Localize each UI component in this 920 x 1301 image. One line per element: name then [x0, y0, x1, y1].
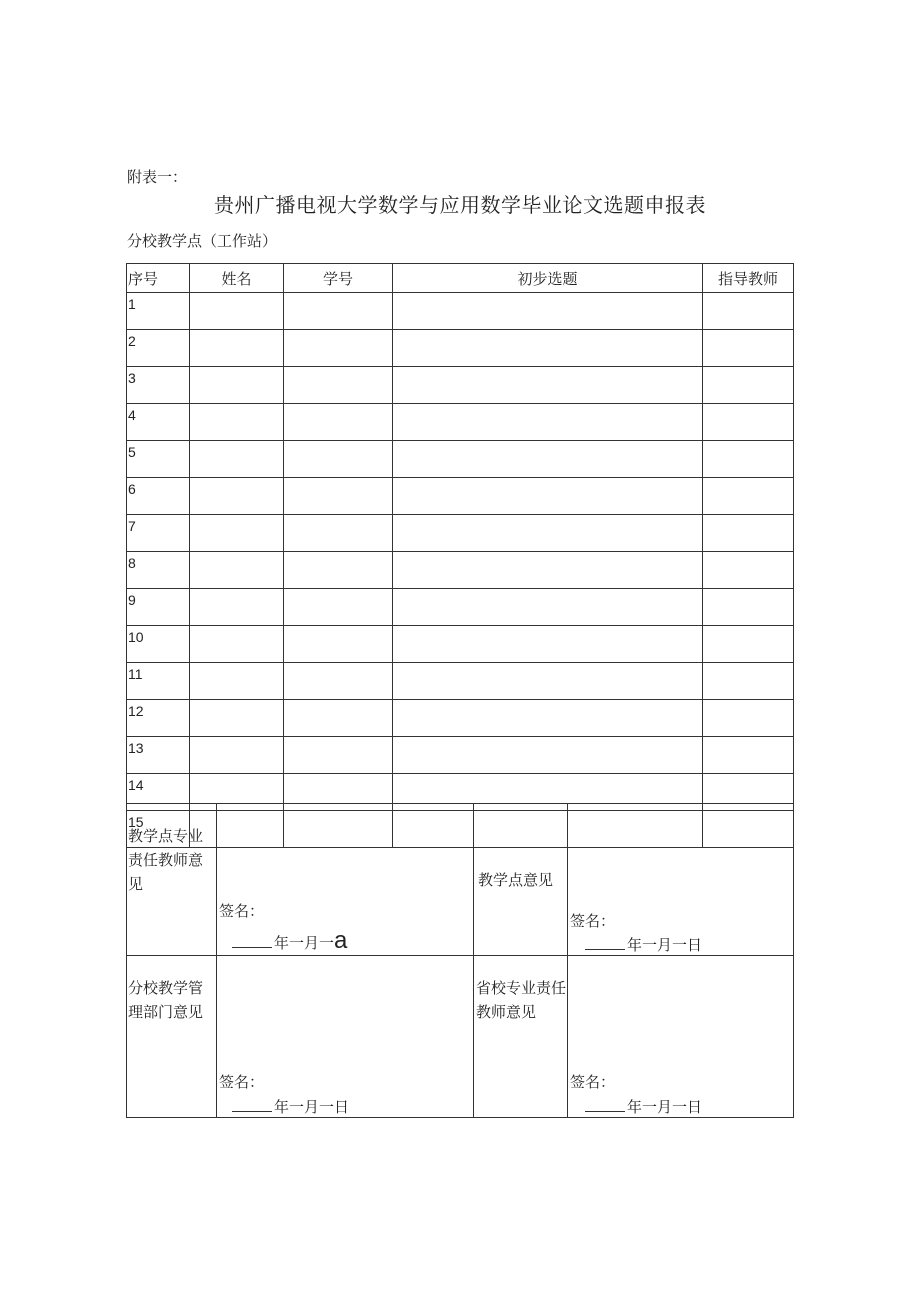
date-line-1 [232, 927, 348, 954]
row-id-cell[interactable] [284, 404, 393, 441]
signature-label-3: 签名： [219, 1073, 265, 1091]
row-name-cell[interactable] [190, 293, 284, 330]
header-topic: 初步选题 [393, 264, 703, 293]
row-advisor-cell[interactable] [703, 404, 794, 441]
signature-label-4: 签名： [570, 1073, 616, 1091]
opinion-divider-v3 [567, 803, 568, 1118]
table-row [127, 330, 794, 367]
table-row [127, 367, 794, 404]
table-row [127, 737, 794, 774]
row-advisor-cell[interactable] [703, 626, 794, 663]
row-topic-cell[interactable] [393, 367, 703, 404]
row-name-cell[interactable] [190, 515, 284, 552]
row-id-cell[interactable] [284, 663, 393, 700]
row-id-cell[interactable] [284, 626, 393, 663]
row-topic-cell[interactable] [393, 515, 703, 552]
opinion-divider-h [126, 955, 794, 956]
table-row [127, 441, 794, 478]
row-name-cell[interactable] [190, 663, 284, 700]
row-id-cell[interactable] [284, 293, 393, 330]
table-row [127, 589, 794, 626]
date-text-1: 年一月一 [274, 934, 335, 952]
row-id-cell[interactable] [284, 367, 393, 404]
teaching-point-teacher-label: 教学点专业责任教师意见 [128, 827, 204, 893]
header-index: 序号 [127, 264, 190, 293]
row-id-cell[interactable] [284, 737, 393, 774]
row-advisor-cell[interactable] [703, 737, 794, 774]
row-id-cell[interactable] [284, 441, 393, 478]
row-advisor-cell[interactable] [703, 293, 794, 330]
table-row [127, 700, 794, 737]
row-index: 1 [127, 293, 190, 330]
header-advisor: 指导教师 [703, 264, 794, 293]
row-topic-cell[interactable] [393, 441, 703, 478]
table-header-row [127, 264, 794, 293]
date-text-3: 年一月一日 [274, 1098, 350, 1116]
row-id-cell[interactable] [284, 330, 393, 367]
table-row [127, 404, 794, 441]
date-line-2 [585, 934, 702, 955]
form-title: 贵州广播电视大学数学与应用数学毕业论文选题申报表 [214, 193, 706, 217]
row-topic-cell[interactable] [393, 737, 703, 774]
row-index: 2 [127, 330, 190, 367]
teaching-point-label: 教学点意见 [478, 871, 554, 889]
row-name-cell[interactable] [190, 552, 284, 589]
header-name: 姓名 [190, 264, 284, 293]
row-index: 13 [127, 737, 190, 774]
date-text-4: 年一月一日 [627, 1098, 703, 1116]
row-name-cell[interactable] [190, 478, 284, 515]
row-index: 14 [127, 774, 190, 811]
table-row [127, 515, 794, 552]
signature-label-1: 签名： [219, 902, 265, 920]
topic-table [126, 263, 794, 848]
row-name-cell[interactable] [190, 589, 284, 626]
row-id-cell[interactable] [284, 478, 393, 515]
row-advisor-cell[interactable] [703, 552, 794, 589]
table-row [127, 293, 794, 330]
table-row [127, 478, 794, 515]
row-id-cell[interactable] [284, 589, 393, 626]
row-topic-cell[interactable] [393, 552, 703, 589]
row-advisor-cell[interactable] [703, 589, 794, 626]
row-topic-cell[interactable] [393, 293, 703, 330]
signature-label-2: 签名： [570, 912, 616, 930]
table-row [127, 552, 794, 589]
table-row [127, 663, 794, 700]
row-advisor-cell[interactable] [703, 441, 794, 478]
row-name-cell[interactable] [190, 737, 284, 774]
row-advisor-cell[interactable] [703, 515, 794, 552]
branch-label: 分校教学点（工作站） [127, 232, 278, 250]
date-text-1-end: a [334, 927, 348, 954]
row-id-cell[interactable] [284, 552, 393, 589]
row-name-cell[interactable] [190, 626, 284, 663]
row-index: 8 [127, 552, 190, 589]
row-advisor-cell[interactable] [703, 367, 794, 404]
opinion-divider-v2 [473, 803, 474, 1118]
row-advisor-cell[interactable] [703, 663, 794, 700]
row-name-cell[interactable] [190, 367, 284, 404]
row-index: 15 [127, 811, 190, 848]
row-topic-cell[interactable] [393, 589, 703, 626]
row-id-cell[interactable] [284, 515, 393, 552]
row-topic-cell[interactable] [393, 626, 703, 663]
table-row [127, 626, 794, 663]
date-text-2: 年一月一日 [627, 936, 703, 954]
opinion-divider-v1 [216, 803, 217, 1118]
row-advisor-cell[interactable] [703, 700, 794, 737]
date-line-3 [232, 1096, 349, 1117]
date-line-4 [585, 1096, 702, 1117]
row-name-cell[interactable] [190, 441, 284, 478]
row-index: 6 [127, 478, 190, 515]
annex-label: 附表一： [127, 168, 188, 186]
row-index: 4 [127, 404, 190, 441]
row-name-cell[interactable] [190, 330, 284, 367]
row-topic-cell[interactable] [393, 478, 703, 515]
row-index: 10 [127, 626, 190, 663]
row-index: 5 [127, 441, 190, 478]
row-index: 7 [127, 515, 190, 552]
row-index: 11 [127, 663, 190, 700]
row-topic-cell[interactable] [393, 330, 703, 367]
row-topic-cell[interactable] [393, 404, 703, 441]
row-index: 3 [127, 367, 190, 404]
provincial-teacher-label: 省校专业责任教师意见 [476, 979, 567, 1021]
row-name-cell[interactable] [190, 404, 284, 441]
row-topic-cell[interactable] [393, 663, 703, 700]
row-advisor-cell[interactable] [703, 478, 794, 515]
row-id-cell[interactable] [284, 700, 393, 737]
row-index: 9 [127, 589, 190, 626]
row-name-cell[interactable] [190, 700, 284, 737]
header-student-id: 学号 [284, 264, 393, 293]
row-index: 12 [127, 700, 190, 737]
branch-dept-label: 分校教学管理部门意见 [128, 979, 204, 1021]
row-advisor-cell[interactable] [703, 330, 794, 367]
row-topic-cell[interactable] [393, 700, 703, 737]
